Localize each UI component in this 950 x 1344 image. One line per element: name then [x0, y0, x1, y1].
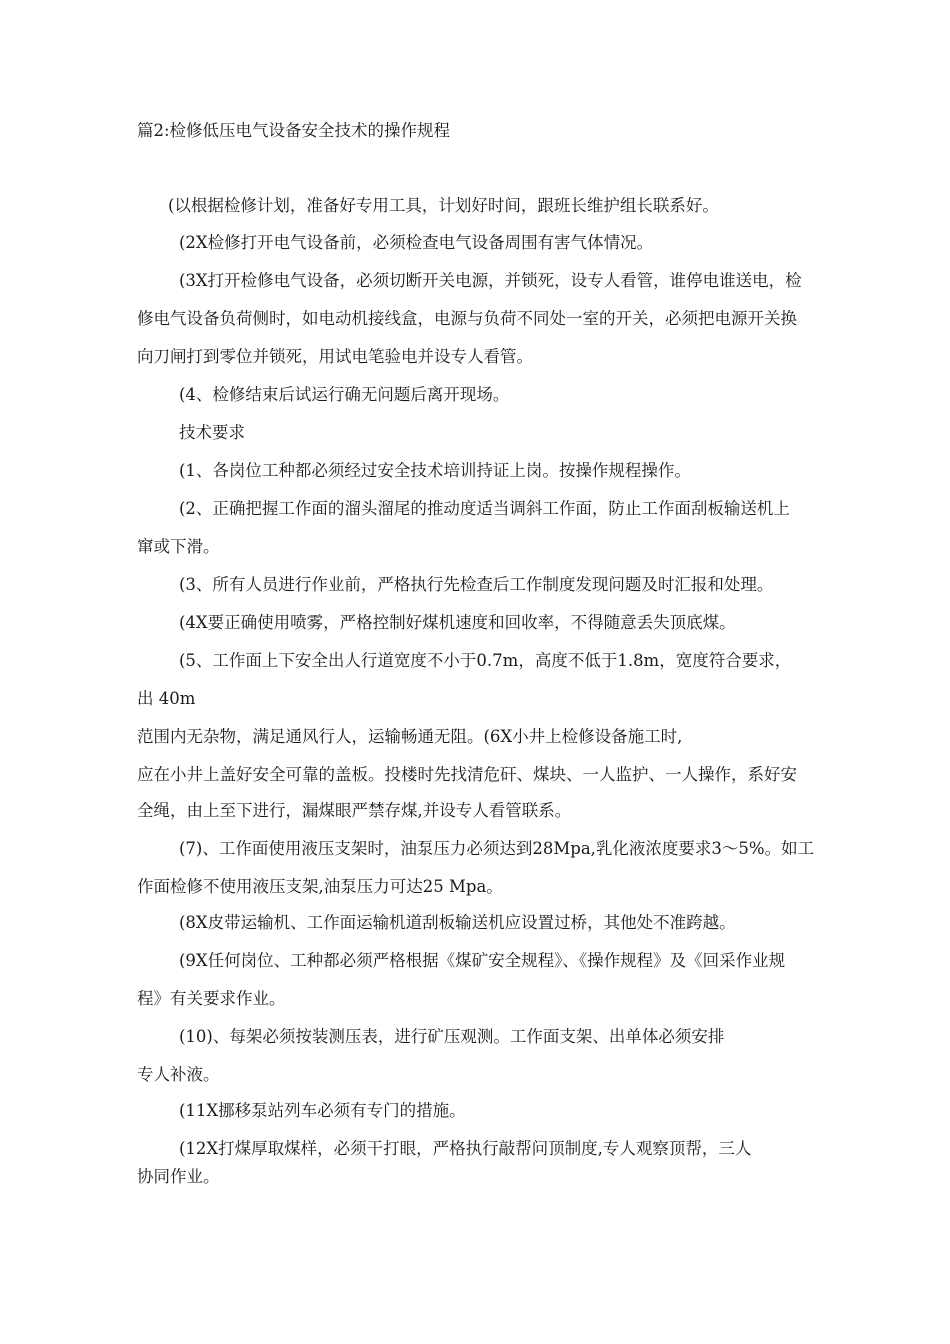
text-line: (9X任何岗位、工种都必须严格根据《煤矿安全规程》、《操作规程》及《回采作业规 — [179, 951, 786, 970]
text-line: 窜或下滑。 — [137, 537, 220, 556]
text-line: (5、工作面上下安全出人行道宽度不小于0.7m，高度不低于1.8m，宽度符合要求， — [179, 651, 792, 670]
document-title: 篇2:检修低压电气设备安全技术的操作规程 — [137, 121, 451, 140]
text-line: (2X检修打开电气设备前，必须检查电气设备周围有害气体情况。 — [179, 233, 654, 252]
text-line: (3、所有人员进行作业前，严格执行先检查后工作制度发现问题及时汇报和处理。 — [179, 575, 774, 594]
text-line: 向刀闸打到零位并锁死，用试电笔验电并设专人看管。 — [137, 347, 533, 366]
text-line: 协同作业。 — [137, 1167, 220, 1186]
text-line: (4X要正确使用喷雾，严格控制好煤机速度和回收率，不得随意丢失顶底煤。 — [179, 613, 736, 632]
section-heading: 技术要求 — [179, 423, 245, 442]
text-line: 程》有关要求作业。 — [137, 989, 286, 1008]
text-line: (10)、每架必须按装测压表，进行矿压观测。工作面支架、出单体必须安排 — [179, 1027, 725, 1046]
text-line: (11X挪移泵站列车必须有专门的措施。 — [179, 1101, 466, 1120]
text-line: (以根据检修计划，准备好专用工具，计划好时间，跟班长维护组长联系好。 — [168, 196, 719, 215]
text-line: (3X打开检修电气设备，必须切断开关电源，并锁死，设专人看管，谁停电谁送电，检 — [179, 271, 802, 290]
text-line: 出 40m — [137, 689, 196, 708]
text-line: 应在小井上盖好安全可靠的盖板。投楼时先找清危矸、煤块、一人监护、一人操作，系好安 — [137, 765, 797, 784]
text-line: 范围内无杂物，满足通风行人，运输畅通无阻。(6X小井上检修设备施工时, — [137, 727, 683, 746]
text-line: (8X皮带运输机、工作面运输机道刮板输送机应设置过桥，其他处不准跨越。 — [179, 913, 736, 932]
text-line: 全绳，由上至下进行，漏煤眼严禁存煤,并设专人看管联系。 — [137, 801, 572, 820]
text-line: 专人补液。 — [137, 1065, 220, 1084]
text-line: (4、检修结束后试运行确无问题后离开现场。 — [179, 385, 510, 404]
text-line: (7)、工作面使用液压支架时，油泵压力必须达到28Mpa,乳化液浓度要求3〜5%。如工 — [179, 839, 815, 858]
text-line: (12X打煤厚取煤样，必须干打眼，严格执行敲帮问顶制度,专人观察顶帮，三人 — [179, 1139, 752, 1158]
text-line: (1、各岗位工种都必须经过安全技术培训持证上岗。按操作规程操作。 — [179, 461, 691, 480]
text-line: (2、正确把握工作面的溜头溜尾的推动度适当调斜工作面，防止工作面刮板输送机上 — [179, 499, 790, 518]
text-line: 作面检修不使用液压支架,油泵压力可达25 Mpa。 — [137, 877, 503, 896]
text-line: 修电气设备负荷侧时，如电动机接线盒，电源与负荷不同处一室的开关，必须把电源开关换 — [137, 309, 797, 328]
